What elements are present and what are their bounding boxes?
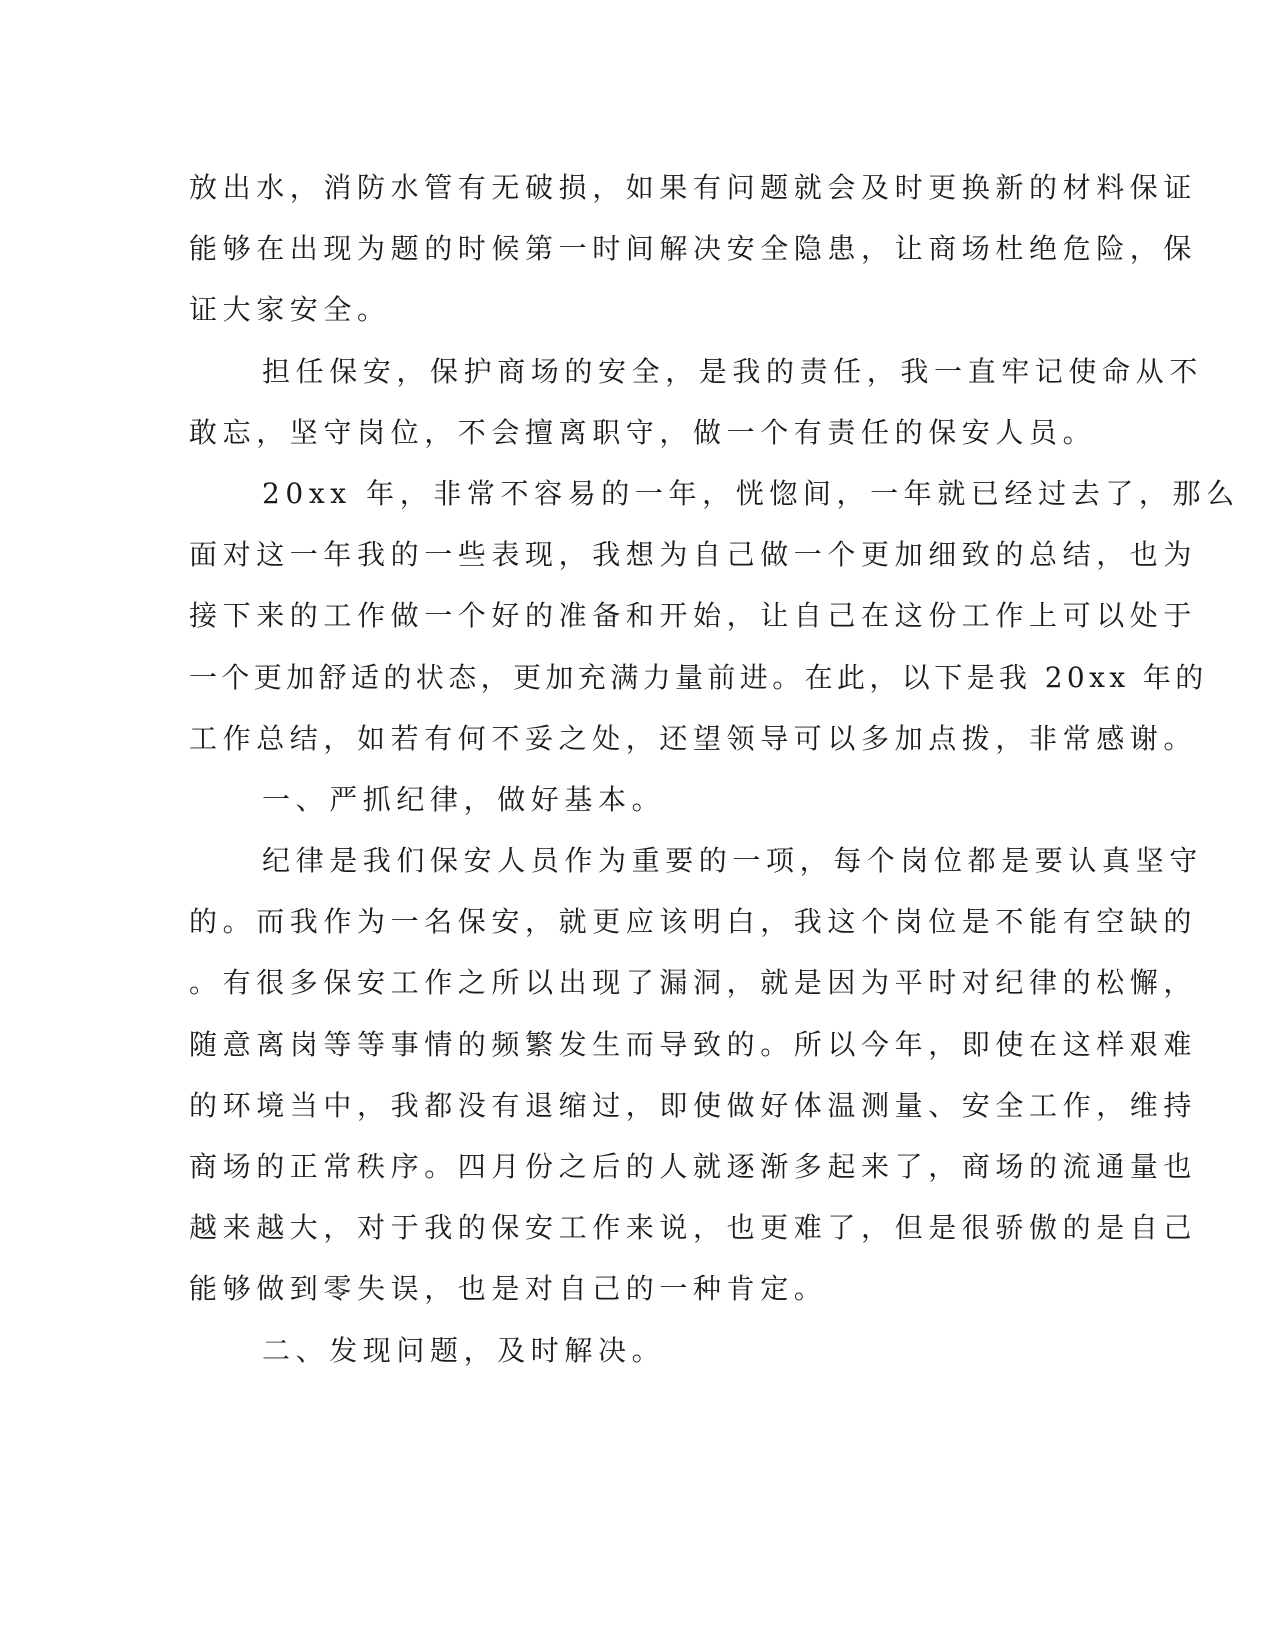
text-line: 一个更加舒适的状态，更加充满力量前进。在此，以下是我 20xx 年的 bbox=[189, 660, 1208, 694]
text-line: 能够在出现为题的时候第一时间解决安全隐患，让商场杜绝危险，保 bbox=[189, 232, 1198, 266]
paragraph-start-line: 担任保安，保护商场的安全，是我的责任，我一直牢记使命从不 bbox=[262, 354, 1203, 388]
text-line: 接下来的工作做一个好的准备和开始，让自己在这份工作上可以处于 bbox=[189, 599, 1198, 633]
text-line: 放出水，消防水管有无破损，如果有问题就会及时更换新的材料保证 bbox=[189, 171, 1198, 204]
text-line: 。有很多保安工作之所以出现了漏洞，就是因为平时对纪律的松懈， bbox=[189, 966, 1198, 1000]
text-line: 敢忘，坚守岗位，不会擅离职守，做一个有责任的保安人员。 bbox=[189, 415, 1097, 449]
paragraph-start-line: 纪律是我们保安人员作为重要的一项，每个岗位都是要认真坚守 bbox=[262, 844, 1203, 878]
text-line: 商场的正常秩序。四月份之后的人就逐渐多起来了，商场的流通量也 bbox=[189, 1150, 1198, 1183]
text-line: 的环境当中，我都没有退缩过，即使做好体温测量、安全工作，维持 bbox=[189, 1088, 1198, 1122]
document-body bbox=[189, 157, 1240, 1381]
text-line: 证大家安全。 bbox=[189, 293, 391, 327]
text-line: 面对这一年我的一些表现，我想为自己做一个更加细致的总结，也为 bbox=[189, 538, 1198, 572]
text-line: 随意离岗等等事情的频繁发生而导致的。所以今年，即使在这样艰难 bbox=[189, 1027, 1198, 1061]
paragraph-start-line: 20xx 年，非常不容易的一年，恍惚间，一年就已经过去了，那么 bbox=[262, 476, 1240, 510]
text-line: 能够做到零失误，也是对自己的一种肯定。 bbox=[189, 1272, 828, 1306]
text-line: 越来越大，对于我的保安工作来说，也更难了，但是很骄傲的是自己 bbox=[189, 1211, 1198, 1245]
section-heading-2: 二、发现问题，及时解决。 bbox=[262, 1333, 666, 1367]
text-line: 的。而我作为一名保安，就更应该明白，我这个岗位是不能有空缺的 bbox=[189, 905, 1198, 939]
text-line: 工作总结，如若有何不妥之处，还望领导可以多加点拨，非常感谢。 bbox=[189, 721, 1198, 755]
section-heading-1: 一、严抓纪律，做好基本。 bbox=[262, 782, 666, 816]
